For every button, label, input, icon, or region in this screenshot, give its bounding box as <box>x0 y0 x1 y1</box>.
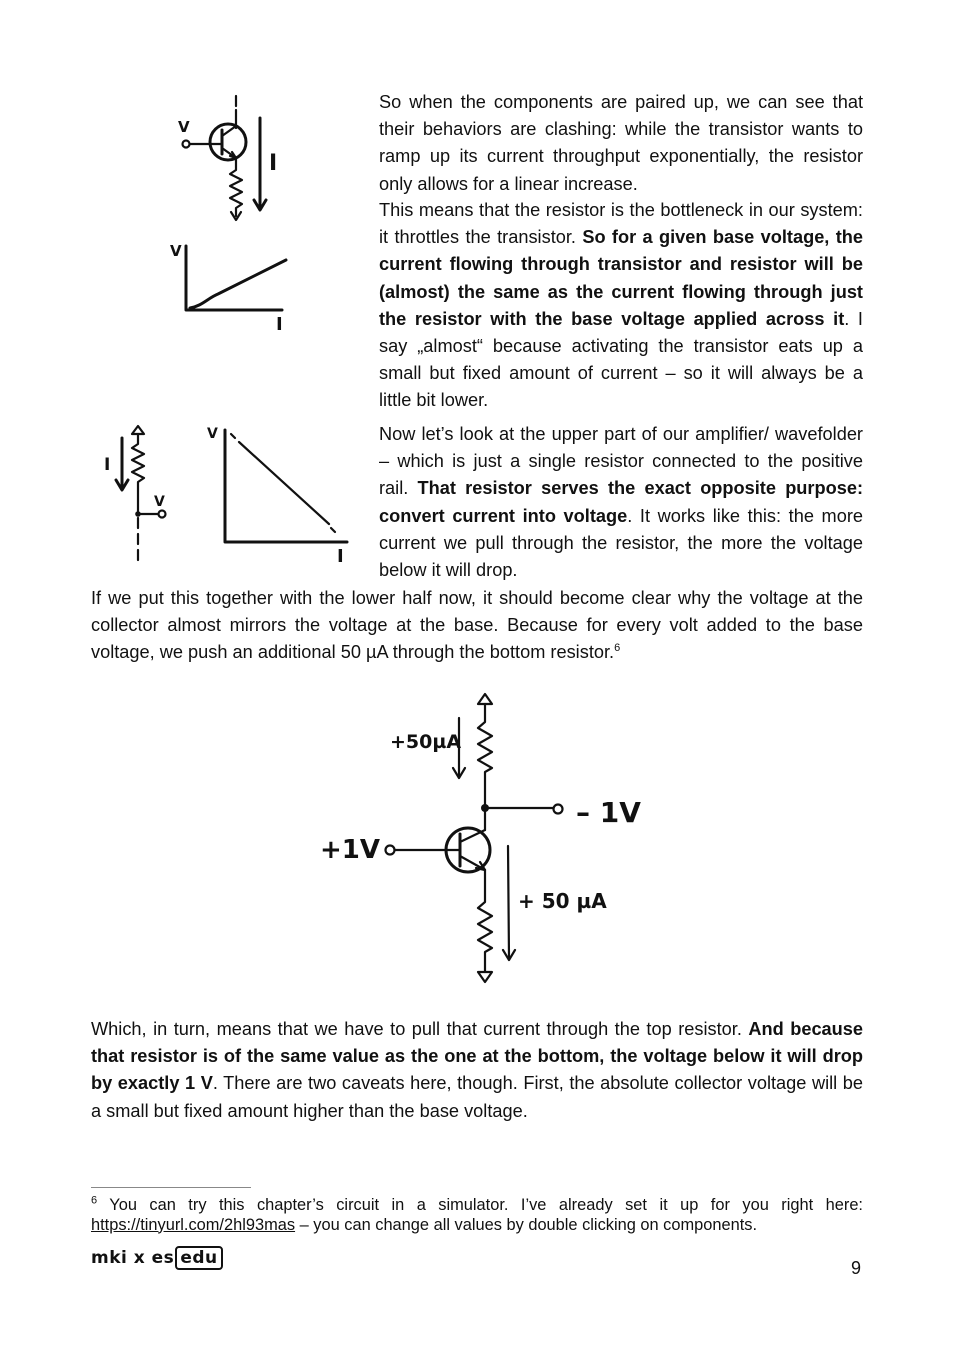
paragraph-top-resistor: Which, in turn, means that we have to pull that current through the top resistor. And because that resistor is of the same value as the one at the bottom, the voltage below it will drop by exactly 1 V. There are two caveats here, though. First, the absolute collector voltage will be a small but fixed amount higher than the base voltage. <box>91 1019 864 1121</box>
rising-curve-graph <box>170 240 300 335</box>
top-current-label: +50µA <box>390 731 462 753</box>
bottom-current-label: + 50 µA <box>518 889 607 913</box>
fig3-v-label: V <box>154 494 165 510</box>
fig3-i-label: I <box>104 455 111 475</box>
bold-opposite-purpose: That resistor serves the exact opposite purpose: convert current into voltage <box>379 478 863 526</box>
paragraph-upper-part: Now let’s look at the upper part of our amplifier/ wavefolder – which is just a single resistor connected to the positive rail. That resistor serves the exact opposite purpose: convert current into voltage. It works like this: the more current we pull through the resistor, the more the voltage below it will drop. <box>379 424 863 581</box>
bold-voltage-drop: And because that resistor is of the same value as the one at the bottom, the voltage below it will drop by exactly 1 V <box>91 1019 864 1094</box>
paragraph-resistor-bottleneck: This means that the resistor is the bottleneck in our system: it throttles the transistor. So for a given base voltage, the current flowing through transistor and resistor will be (almost) the same as the current flowing through just the resistor with the base voltage applied across it. I say „almost“ because activating the transistor eats up a small but fixed amount of current – so it will always be a little bit lower. <box>379 200 863 411</box>
collector-voltage-label: – 1V <box>576 796 641 829</box>
paragraph-collector-mirrors: If we put this together with the lower half now, it should become clear why the voltage at the collector almost mirrors the voltage at the base. Because for every volt added to the base voltage, we push an additional 50 µA through the bottom resistor.$^6$ <box>91 588 863 663</box>
footnote-ref[interactable]: 6 <box>614 642 621 655</box>
bold-key-statement: So for a given base voltage, the current flowing through transistor and resistor will be (almost) the same as the current flowing through just the resistor with the base voltage applied across it <box>379 227 863 329</box>
pullup-resistor-sketch <box>100 420 180 570</box>
paragraph-components-paired: So when the components are paired up, we can see that their behaviors are clashing: while the transistor wants to ramp up its current throughput exponentially, the resistor only allows for a linear increase. <box>379 92 863 194</box>
fig1-i-label: I <box>269 151 278 176</box>
footnote: $^6$ You can try this chapter’s circuit in a simulator. I’ve already set it up for you right here: https://tinyurl.com/2hl93mas – you can change all values by double clicking on components. <box>91 1194 863 1234</box>
footnote-divider <box>91 1187 251 1188</box>
transistor-resistor-sketch <box>170 92 300 232</box>
base-voltage-label: +1V <box>320 835 380 865</box>
fig2-i-label: I <box>276 314 283 335</box>
fig2-v-label: V <box>170 242 182 260</box>
footnote-number: 6 <box>91 1194 98 1207</box>
amplifier-circuit-diagram <box>310 688 650 990</box>
mki-esedu-logo: mki x es edu <box>91 1248 223 1268</box>
page-number: 9 <box>851 1258 862 1278</box>
fig4-v-label: V <box>207 426 218 442</box>
fig4-i-label: I <box>337 546 344 567</box>
falling-line-graph <box>205 424 355 567</box>
fig1-v-label: V <box>178 118 190 136</box>
simulator-link[interactable]: https://tinyurl.com/2hl93mas <box>91 1215 296 1234</box>
